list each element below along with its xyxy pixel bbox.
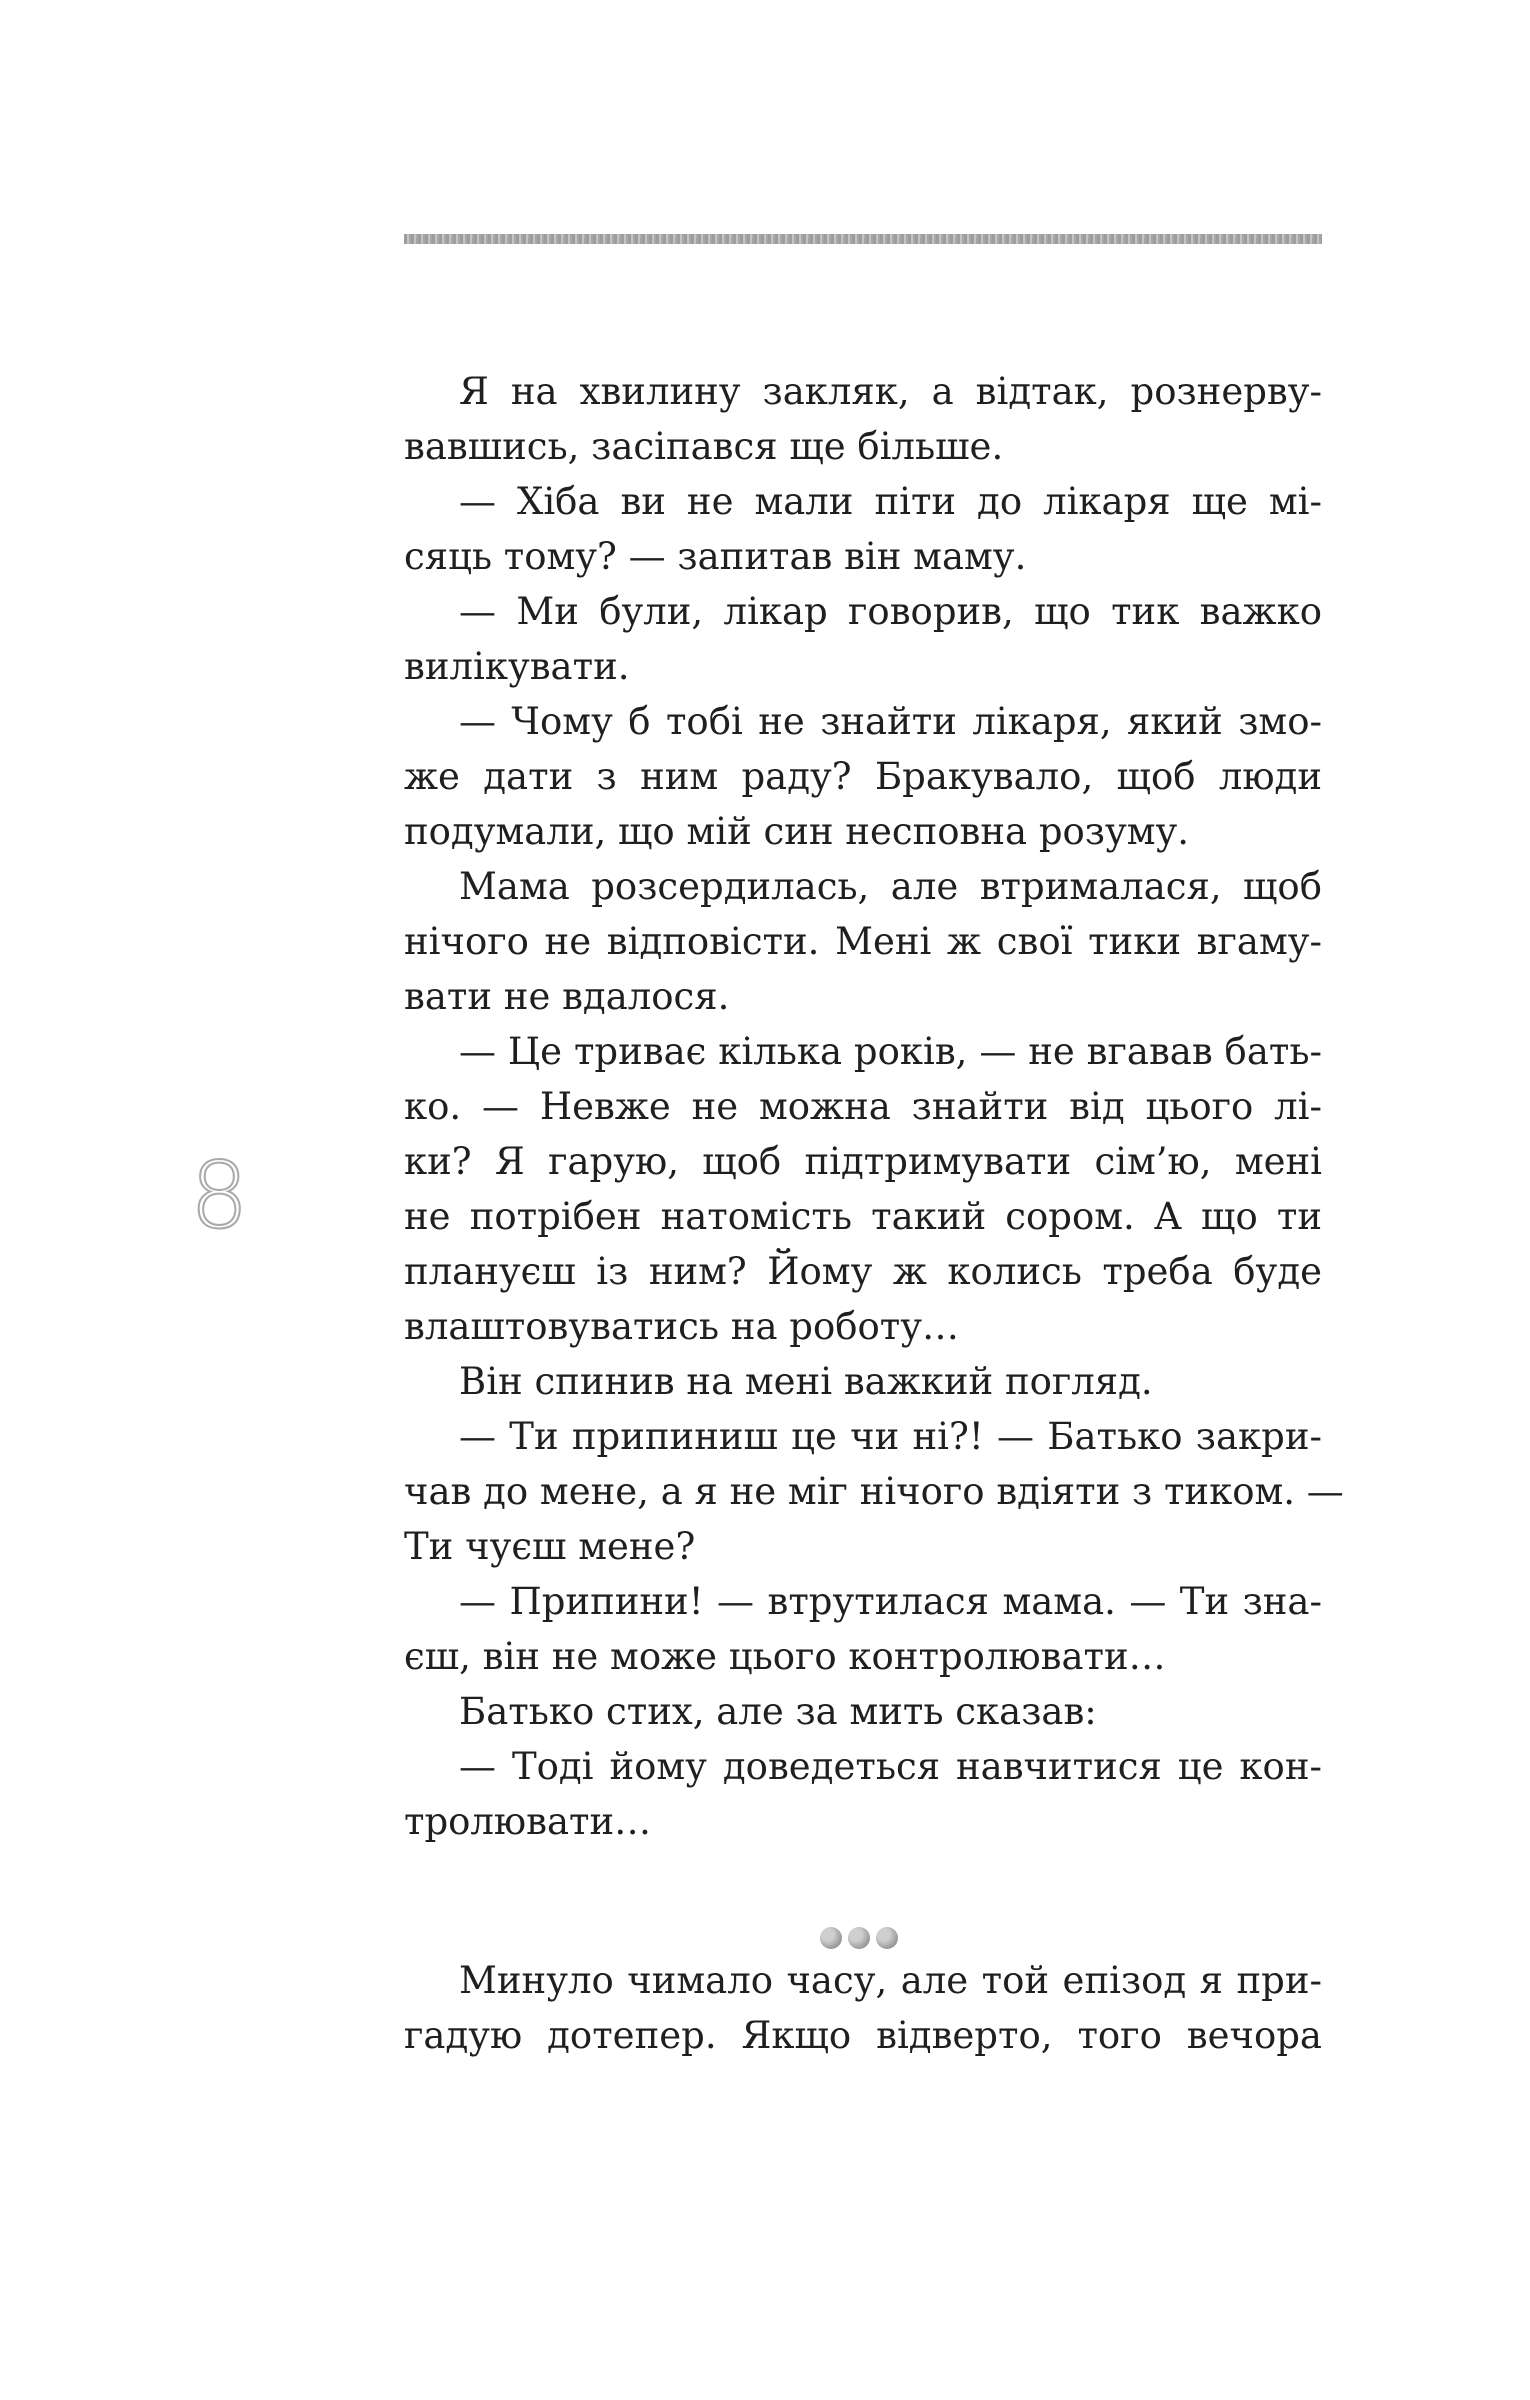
text-line: тролювати… — [404, 1800, 652, 1843]
text-line: Він спинив на мені важкий погляд. — [459, 1360, 1153, 1403]
separator-dot-icon — [848, 1927, 870, 1949]
section-separator — [820, 1927, 898, 1949]
separator-dot-icon — [820, 1927, 842, 1949]
text-line: — Припини! — втрутилася мама. — Ти зна- — [459, 1580, 1322, 1623]
text-line: Минуло чимало часу, але той епізод я при- — [459, 1959, 1322, 2002]
text-line: — Ми були, лікар говорив, що тик важко — [459, 590, 1322, 633]
text-line: Я на хвилину закляк, а відтак, рознерву- — [459, 370, 1322, 413]
text-line: вавшись, засіпався ще більше. — [404, 425, 1004, 468]
text-line: влаштовуватись на роботу… — [404, 1305, 960, 1348]
text-block-main — [404, 364, 1344, 1849]
text-line: плануєш із ним? Йому ж колись треба буде — [404, 1250, 1322, 1293]
text-line: нічого не відповісти. Мені ж свої тики вгаму- — [404, 920, 1322, 963]
text-line: ко. — Невже не можна знайти від цього лі- — [404, 1085, 1322, 1128]
text-line: — Ти припиниш це чи ні?! — Батько закри- — [459, 1415, 1322, 1458]
text-line: єш, він не може цього контролювати… — [404, 1635, 1166, 1678]
text-line: сяць тому? — запитав він маму. — [404, 535, 1027, 578]
text-line: чав до мене, а я не міг нічого вдіяти з тиком. — — [404, 1470, 1344, 1513]
text-line: гадую дотепер. Якщо відверто, того вечора — [404, 2014, 1322, 2057]
text-line: вати не вдалося. — [404, 975, 730, 1018]
text-line: — Тоді йому доведеться навчитися це кон- — [459, 1745, 1322, 1788]
text-line: Мама розсердилась, але втрималася, щоб — [459, 865, 1322, 908]
text-line: же дати з ним раду? Бракувало, щоб люди — [404, 755, 1322, 798]
header-rule — [404, 234, 1322, 244]
text-line: не потрібен натомість такий сором. А що ти — [404, 1195, 1322, 1238]
page-number: 8 — [190, 1142, 249, 1249]
text-line: вилікувати. — [404, 645, 630, 688]
text-line: ки? Я гарую, щоб підтримувати сім’ю, мені — [404, 1140, 1322, 1183]
text-block-continuation — [404, 1953, 1322, 2063]
text-line: Ти чуєш мене? — [404, 1525, 696, 1568]
text-line: — Хіба ви не мали піти до лікаря ще мі- — [459, 480, 1322, 523]
text-line: Батько стих, але за мить сказав: — [459, 1690, 1097, 1733]
separator-dot-icon — [876, 1927, 898, 1949]
text-line: — Це триває кілька років, — не вгавав бать- — [459, 1030, 1322, 1073]
text-line: подумали, що мій син несповна розуму. — [404, 810, 1190, 853]
text-line: — Чому б тобі не знайти лікаря, який змо- — [459, 700, 1322, 743]
